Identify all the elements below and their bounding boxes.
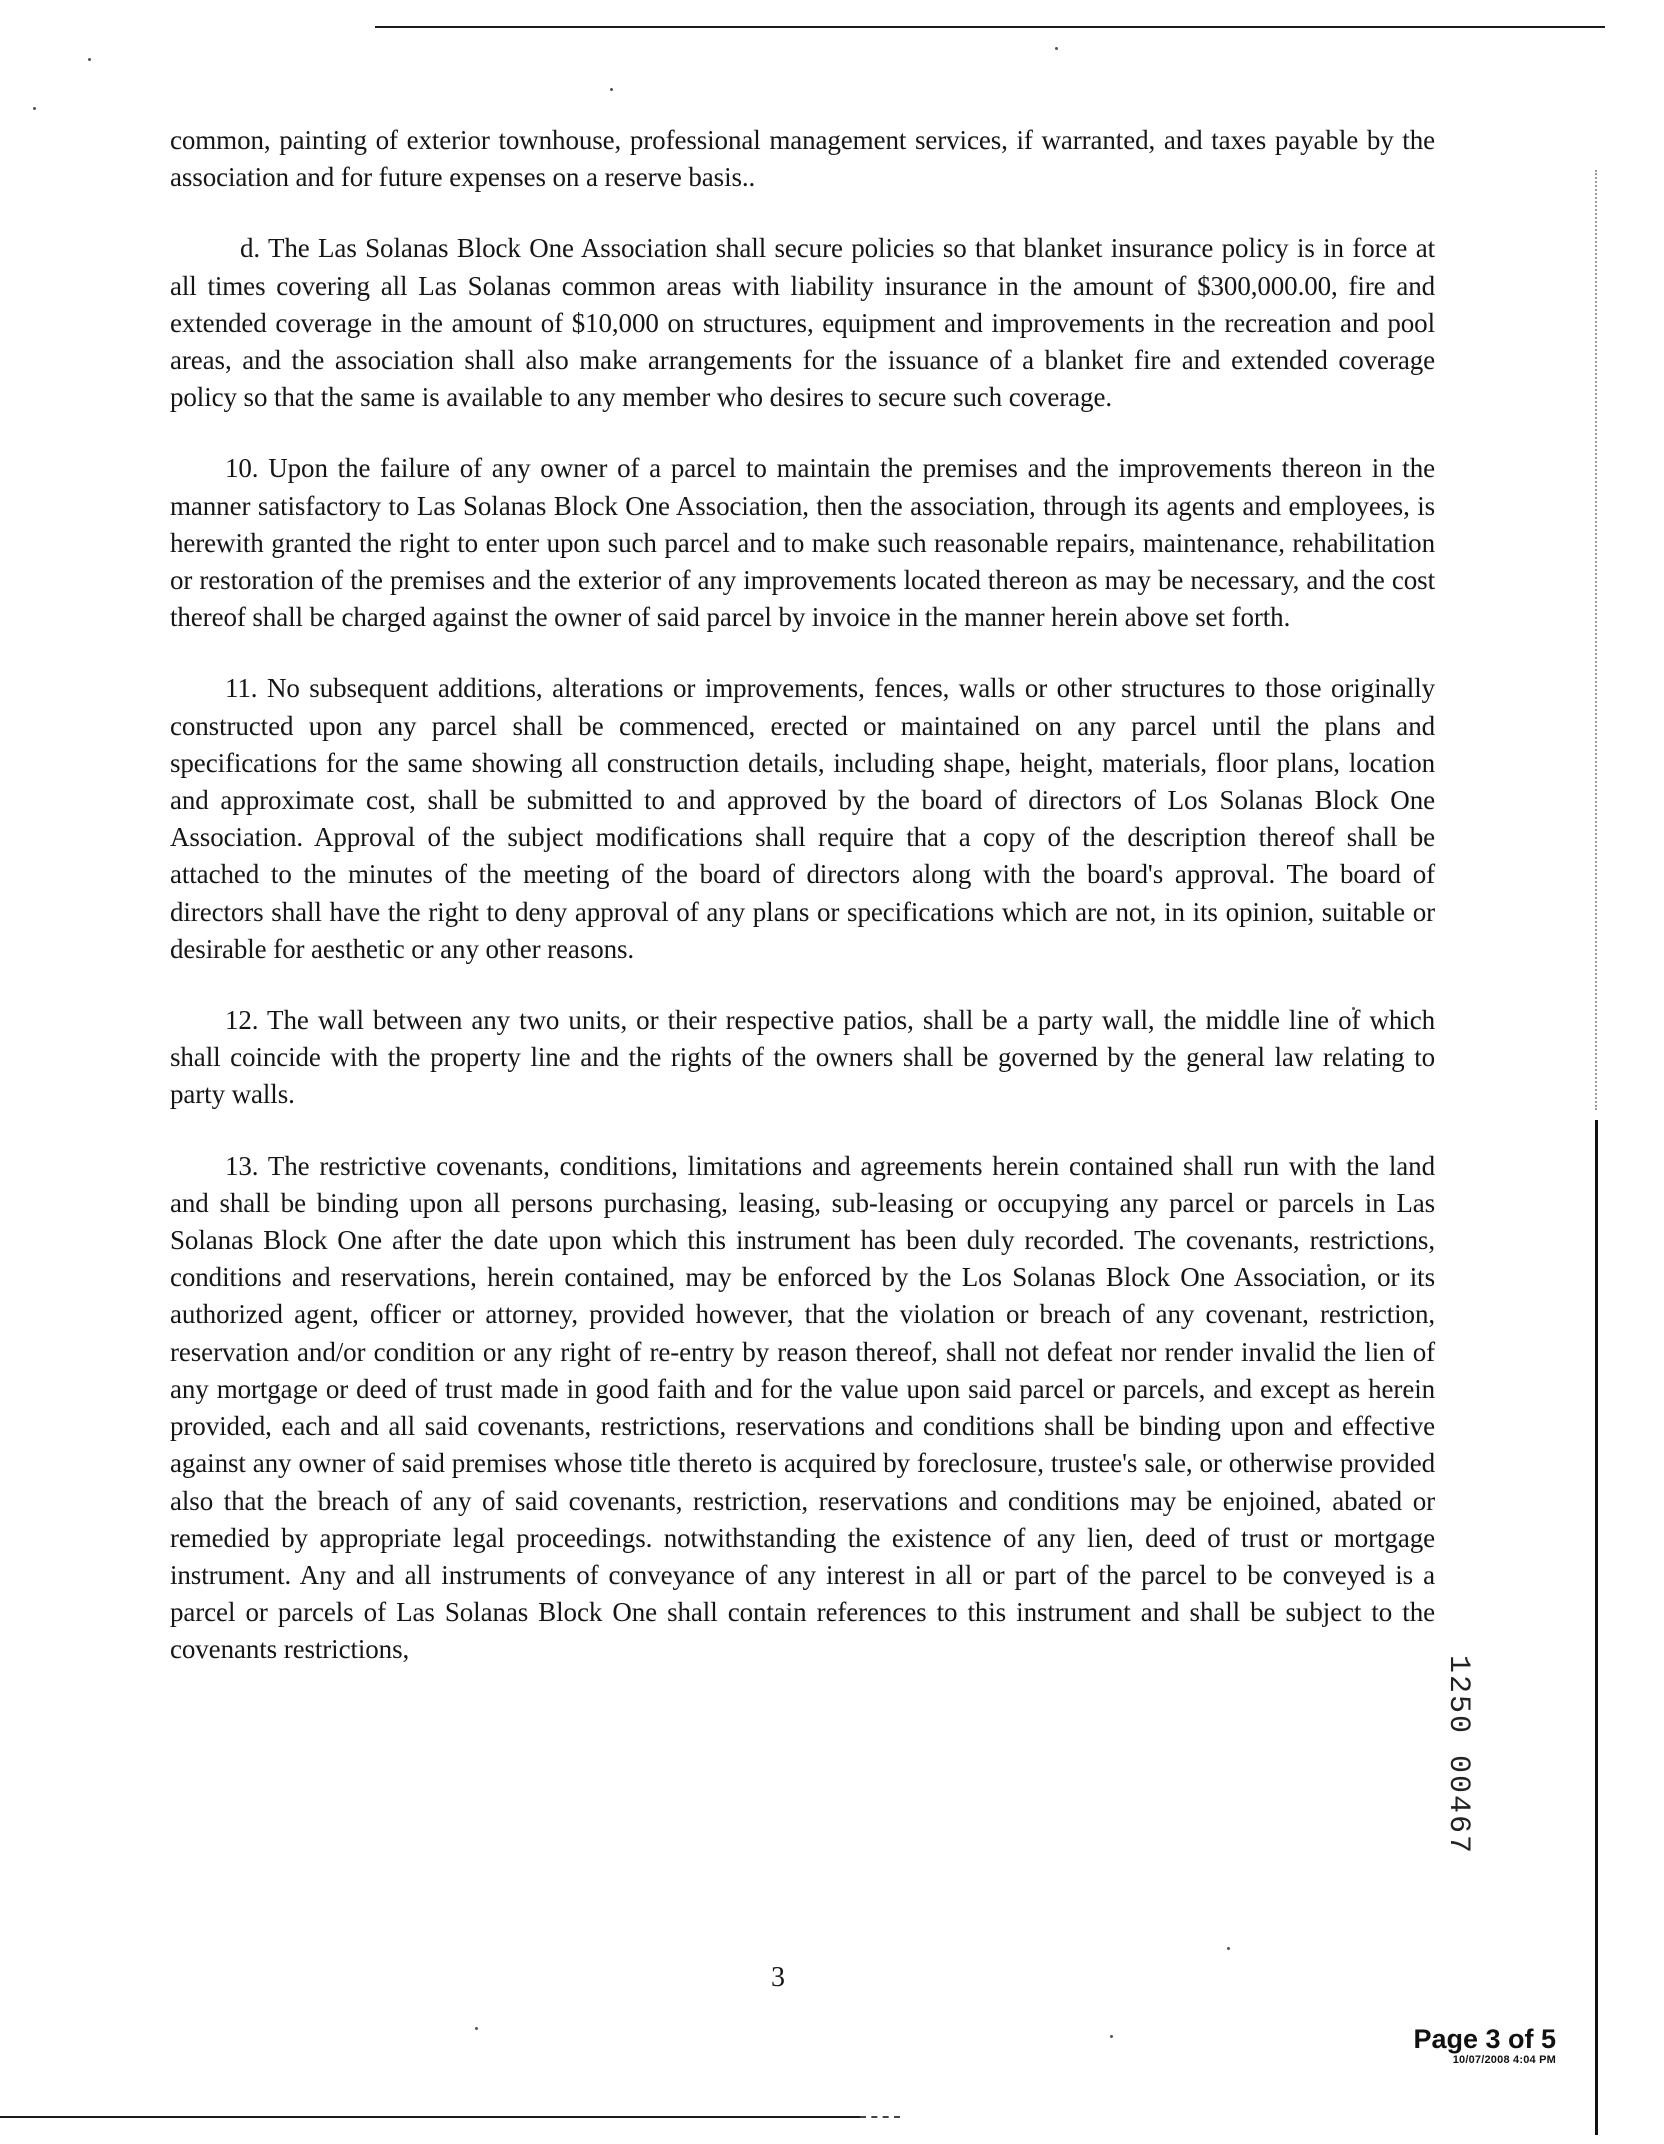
right-margin-dotted-edge: [1595, 170, 1597, 1110]
fax-page-label: Page 3 of 5: [1413, 2024, 1556, 2054]
fax-timestamp: 10/07/2008 4:04 PM: [1452, 2054, 1556, 2066]
bottom-scan-rule: [0, 2116, 860, 2118]
fax-footer: [1380, 2024, 1556, 2066]
scan-speck: [33, 107, 36, 110]
scan-speck: [610, 88, 613, 91]
paragraph-10-maintenance: 10. Upon the failure of any owner of a parcel to maintain the premises and the improvements thereon in the manner satisfactory to Las Solanas Block One Association, then the association, through its agents and employees, is herewith granted the right to enter upon such parcel and to make such reasonable repairs, maintenance, rehabilitation or restoration of the premises and the exterior of any improvements located thereon as may be necessary, and the cost thereof shall be charged against the owner of said parcel by invoice in the manner herein above set forth.: [170, 453, 1435, 633]
scan-speck: [88, 58, 91, 61]
paragraph-d-insurance: d. The Las Solanas Block One Association shall secure policies so that blanket insurance policy is in force at all times covering all Las Solanas common areas with liability insurance in the amount of $300,000.00, fire and extended coverage in the amount of $10,000 on structures, equipment and improvements in the recreation and pool areas, and the association shall also make arrangements for the issuance of a blanket fire and extended coverage policy so that the same is available to any member who desires to secure such coverage.: [170, 233, 1435, 413]
right-margin-edge: [1595, 1120, 1598, 2135]
recording-number-stamp: 1250 00467: [1441, 1655, 1475, 1856]
document-body: [170, 122, 1435, 1669]
paragraph-12-party-wall: 12. The wall between any two units, or their respective patios, shall be a party wall, the middle line of which shall coincide with the property line and the rights of the owners shall be governed by the general law relating to party walls.: [170, 1005, 1435, 1110]
bottom-scan-rule-dashed: [860, 2116, 900, 2118]
top-scan-rule: [375, 26, 1605, 28]
scan-speck: [1055, 47, 1058, 50]
scan-speck: [475, 2027, 478, 2030]
scan-speck: [1227, 1947, 1230, 1950]
paragraph-13-covenants: 13. The restrictive covenants, conditions, limitations and agreements herein contained shall run with the land and shall be binding upon all persons purchasing, leasing, sub-leasing or occupying any parcel or parcels in Las Solanas Block One after the date upon which this instrument has been duly recorded. The covenants, restrictions, conditions and reservations, herein contained, may be enforced by the Los Solanas Block One Association, or its authorized agent, officer or attorney, provided however, that the violation or breach of any covenant, restriction, reservation and/or condition or any right of re-entry by reason thereof, shall not defeat nor render invalid the lien of any mortgage or deed of trust made in good faith and for the value upon said parcel or parcels, and except as herein provided, each and all said covenants, restrictions, reservations and conditions shall be binding upon and effective against any owner of said premises whose title thereto is acquired by foreclosure, trustee's sale, or otherwise provided also that the breach of any of said covenants, restriction, reservations and conditions may be enjoined, abated or remedied by appropriate legal proceedings. notwithstanding the existence of any lien, deed of trust or mortgage instrument. Any and all instruments of conveyance of any interest in all or part of the parcel to be conveyed is a parcel or parcels of Las Solanas Block One shall contain references to this instrument and shall be subject to the covenants restrictions,: [170, 1150, 1435, 1665]
scan-speck: [1110, 2035, 1113, 2038]
page-number: 3: [771, 1962, 785, 1993]
paragraph-continuation: common, painting of exterior townhouse, professional management services, if warranted, and taxes payable by the association and for future expenses on a reserve basis..: [170, 125, 1435, 193]
paragraph-11-alterations: 11. No subsequent additions, alterations or improvements, fences, walls or other structures to those originally constructed upon any parcel shall be commenced, erected or maintained on any parcel until the plans and specifications for the same showing all construction details, including shape, height, materials, floor plans, location and approximate cost, shall be submitted to and approved by the board of directors of Los Solanas Block One Association. Approval of the subject modifications shall require that a copy of the description thereof shall be attached to the minutes of the meeting of the board of directors along with the board's approval. The board of directors shall have the right to deny approval of any plans or specifications which are not, in its opinion, suitable or desirable for aesthetic or any other reasons.: [170, 673, 1435, 964]
